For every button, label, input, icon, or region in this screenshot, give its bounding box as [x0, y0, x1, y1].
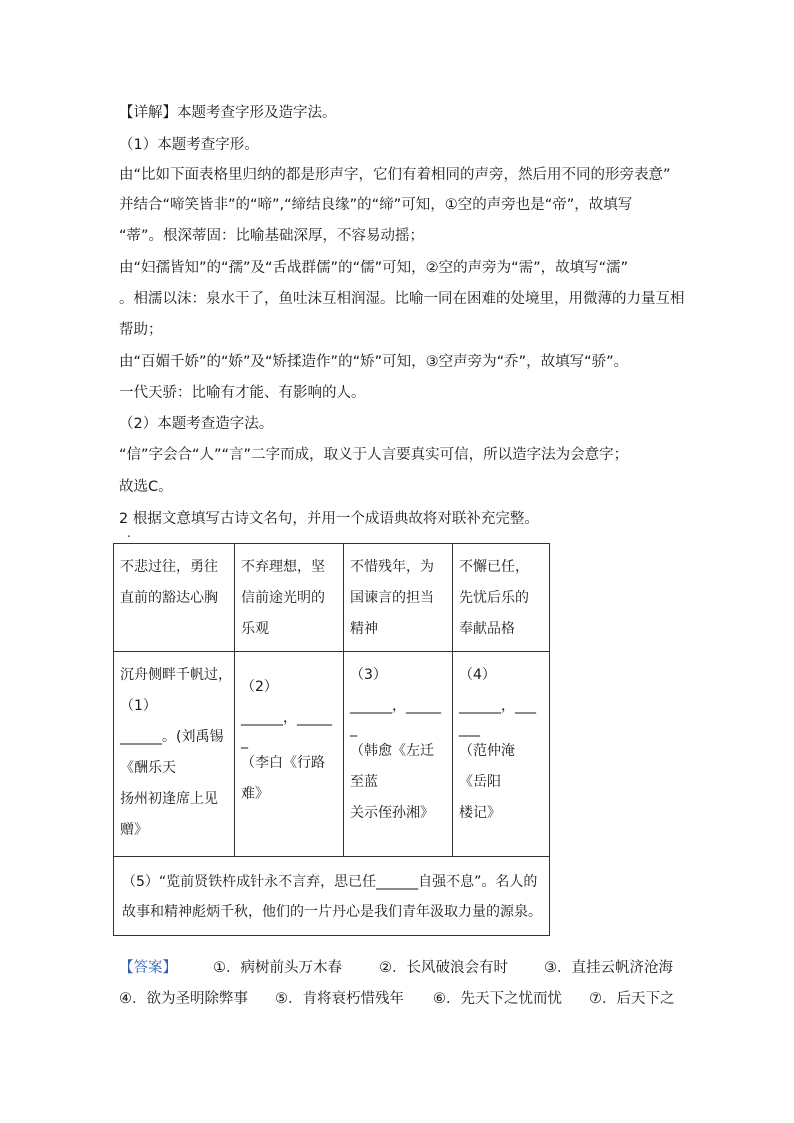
paragraph-line: “信”字会合“人”“言”二字而成，取义于人言要真实可信，所以造字法为会意字；	[119, 447, 629, 463]
table-cell: 不懈已任， 先忧后乐的 奉献品格	[453, 544, 550, 652]
table-row	[114, 857, 550, 936]
paragraph-line: 一代天骄：比喻有才能、有影响的人。	[119, 385, 366, 401]
question-line	[119, 509, 539, 529]
table-cell: （4） ______，___ ___ （范仲淹 《岳阳 楼记》	[453, 652, 550, 857]
table-cell: （5）“览前贤铁杵成针永不言弃，思已任______自强不息”。名人的 故事和精神彪炳千秋，他们的一片丹心是我们青年汲取力量的源泉。	[114, 857, 550, 936]
table-row	[114, 652, 550, 857]
paragraph-line: 由“百媚千娇”的“娇”及“矫揉造作”的“矫”可知，③空声旁为“乔”，故填写“骄”。	[119, 354, 629, 370]
paragraph-line: 。相濡以沫：泉水干了，鱼吐沫互相润湿。比喻一同在困难的处境里，用微薄的力量互相	[119, 291, 685, 307]
table-cell: （3） ______，_____ _ （韩愈《左迁 至蓝 关示侄孙湘》	[344, 652, 453, 857]
table-cell: （2） ______，_____ _ （李白《行路 难》	[235, 652, 344, 857]
answer-item: ②．长风破浪会有时	[379, 960, 508, 976]
answer-item: ⑦．后天下之	[589, 991, 675, 1007]
paragraph-line: “蒂”。根深蒂固：比喻基础深厚，不容易动摇；	[119, 228, 425, 244]
question-dot: .	[127, 526, 131, 540]
part2-heading: （2）本题考查造字法。	[119, 416, 274, 432]
paragraph-line: 故选C。	[119, 479, 173, 495]
answer-item: ④．欲为圣明除弊事	[119, 991, 248, 1007]
table-cell: 不弃理想，坚 信前途光明的 乐观	[235, 544, 344, 652]
question-text: 根据文意填写古诗文名句，并用一个成语典故将对联补充完整。	[132, 511, 539, 527]
paragraph-line: 由“妇孺皆知”的“孺”及“舌战群儒”的“儒”可知，②空的声旁为“需”，故填写“濡”	[119, 260, 629, 276]
answer-item: ③．直挂云帆济沧海	[544, 960, 673, 976]
paragraph-line: 并结合“啼笑皆非”的“啼”,“缔结良缘”的“缔”可知，①空的声旁也是“帝”，故填写	[119, 197, 633, 213]
table-cell: 沉舟侧畔千帆过， （1） ______。(刘禹锡 《酬乐天 扬州初逢席上见 赠》	[114, 652, 235, 857]
table-cell: 不悲过往，勇往 直前的豁达心胸	[114, 544, 235, 652]
answer-item: ⑥．先天下之忧而忧	[433, 991, 562, 1007]
paragraph-line: 由“比如下面表格里归纳的都是形声字，它们有着相同的声旁，然后用不同的形旁表意”	[119, 167, 671, 183]
table-row	[114, 544, 550, 652]
answer-item: ⑤．肯将衰朽惜残年	[275, 991, 404, 1007]
question-number: 2	[119, 511, 129, 527]
answer-tag: 【答案】	[119, 960, 177, 976]
detail-title: 【详解】本题考查字形及造字法。	[119, 105, 337, 121]
answer-item: ①．病树前头万木春	[213, 960, 342, 976]
poem-table	[113, 543, 550, 936]
paragraph-line: 帮助；	[119, 322, 163, 338]
table-cell: 不惜残年，为 国谏言的担当 精神	[344, 544, 453, 652]
part1-heading: （1）本题考查字形。	[119, 137, 259, 153]
